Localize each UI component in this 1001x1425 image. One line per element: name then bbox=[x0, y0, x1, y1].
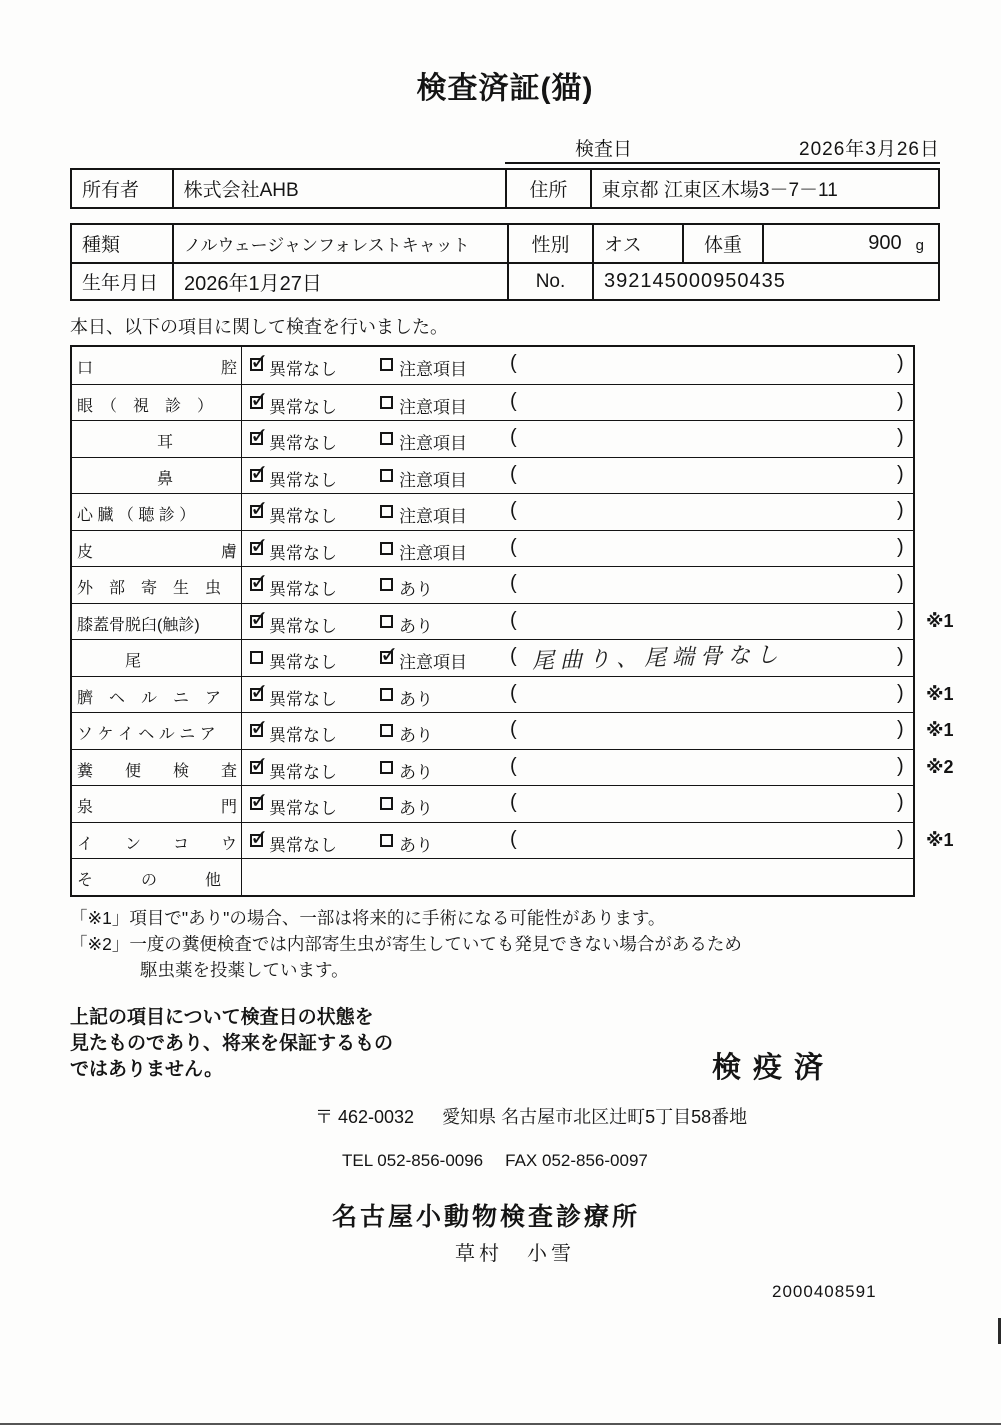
item-name: 心 臓 （ 聴 診 ） bbox=[72, 494, 242, 530]
item-name: そ の 他 bbox=[72, 859, 242, 895]
checkbox-present-label: あり bbox=[399, 835, 433, 855]
owner-label: 所有者 bbox=[82, 180, 140, 201]
checkbox-no-abnormality bbox=[250, 761, 263, 774]
checkbox-no-abnormality-label: 異常なし bbox=[269, 726, 337, 745]
checkbox-attention bbox=[380, 505, 393, 518]
checkbox-present-label: あり bbox=[399, 616, 433, 636]
breed-value: ノルウェージャンフォレストキャット bbox=[172, 225, 507, 262]
paren-close: ) bbox=[897, 608, 904, 631]
paren-open: ( bbox=[510, 572, 517, 594]
item-body bbox=[242, 750, 954, 786]
checkbox-present-label: あり bbox=[399, 799, 433, 818]
paren-open: ( bbox=[510, 426, 517, 448]
inspection-row-fontanelle bbox=[72, 785, 913, 822]
owner-value: 株式会社AHB bbox=[172, 170, 505, 207]
weight-value: 900 bbox=[868, 232, 902, 254]
clinic-address: 愛知県 名古屋市北区辻町5丁目58番地 bbox=[442, 1107, 748, 1128]
checkbox-attention bbox=[380, 651, 393, 664]
clinic-tel: TEL 052-856-0096 bbox=[342, 1151, 484, 1171]
checkbox-attention-label: 注意項目 bbox=[399, 653, 467, 672]
checkbox-present bbox=[380, 761, 393, 774]
clinic-phone-line bbox=[342, 1151, 940, 1171]
disclaimer bbox=[70, 1005, 490, 1083]
item-name: 眼 （ 視 診 ） bbox=[72, 385, 242, 421]
checkbox-attention-label: 注意項目 bbox=[399, 470, 467, 490]
checkbox-no-abnormality bbox=[250, 432, 263, 445]
checkbox-attention bbox=[380, 432, 393, 445]
paren-open: ( bbox=[510, 462, 517, 485]
paren-open: ( bbox=[510, 718, 517, 740]
checkbox-attention-label: 注意項目 bbox=[399, 360, 467, 379]
bottom-section bbox=[70, 1005, 940, 1083]
item-body bbox=[242, 421, 913, 457]
checkbox-no-abnormality-label: 異常なし bbox=[269, 689, 337, 709]
paren-close: ) bbox=[897, 499, 904, 521]
checkbox-no-abnormality bbox=[250, 396, 263, 409]
exam-date-label: 検査日 bbox=[575, 139, 633, 160]
paren-close: ) bbox=[897, 352, 904, 374]
owner-row bbox=[72, 170, 938, 207]
registration-no-label: No. bbox=[507, 264, 592, 299]
address-label: 住所 bbox=[505, 170, 590, 207]
weight-cell bbox=[762, 225, 938, 262]
paren-close: ) bbox=[897, 389, 904, 412]
item-body bbox=[242, 458, 913, 494]
checkbox-present-label: あり bbox=[399, 689, 433, 709]
checkbox-no-abnormality-label: 異常なし bbox=[269, 397, 337, 417]
paren-open: ( bbox=[510, 389, 517, 412]
address-value: 東京都 江東区木場3－7－11 bbox=[590, 170, 938, 207]
weight-unit: g bbox=[915, 237, 924, 254]
inspection-row-patella bbox=[72, 603, 954, 640]
exam-date-row bbox=[505, 134, 940, 164]
inspection-row-other bbox=[72, 858, 913, 895]
item-body bbox=[242, 494, 913, 530]
handwritten-note: 尾曲り、尾端骨なし bbox=[531, 642, 785, 675]
birthdate-value: 2026年1月27日 bbox=[172, 264, 507, 299]
row-note-asterisk1: ※1 bbox=[926, 720, 954, 740]
checkbox-present-label: あり bbox=[399, 726, 433, 745]
checkbox-attention-label: 注意項目 bbox=[399, 507, 467, 526]
footnote-2-continued: 駆虫薬を投薬しています。 bbox=[140, 960, 349, 980]
row-note-asterisk1: ※1 bbox=[926, 683, 954, 704]
postal-code: 〒 462-0032 bbox=[315, 1107, 415, 1128]
item-name: 泉 門 bbox=[72, 786, 242, 822]
checkbox-no-abnormality bbox=[250, 469, 263, 482]
checkbox-no-abnormality-label: 異常なし bbox=[269, 616, 337, 636]
checkbox-no-abnormality bbox=[250, 651, 263, 664]
item-name: 臍 ヘ ル ニ ア bbox=[72, 677, 242, 713]
checkbox-present bbox=[380, 834, 393, 847]
paren-open: ( bbox=[510, 645, 517, 667]
item-body bbox=[242, 567, 913, 603]
paren-open: ( bbox=[510, 352, 517, 374]
owner-table bbox=[70, 168, 940, 209]
item-body bbox=[242, 640, 913, 676]
checkbox-present bbox=[380, 724, 393, 737]
checkbox-no-abnormality bbox=[250, 834, 263, 847]
checkbox-no-abnormality-label: 異常なし bbox=[269, 543, 337, 563]
paren-close: ) bbox=[897, 535, 904, 558]
checkbox-present bbox=[380, 797, 393, 810]
disclaimer-line-3: ではありません。 bbox=[70, 1059, 224, 1081]
disclaimer-line-2: 見たものであり、将来を保証するもの bbox=[70, 1033, 394, 1055]
item-body bbox=[242, 604, 954, 640]
footnote-1: 「※1」項目で"あり"の場合、一部は将来的に手術になる可能性があります。 bbox=[70, 907, 666, 928]
checkbox-present bbox=[380, 615, 393, 628]
inspection-row-nose bbox=[72, 457, 913, 494]
inspection-row-heart bbox=[72, 493, 913, 530]
footnotes bbox=[70, 905, 940, 984]
inspection-row-tail bbox=[72, 639, 913, 676]
checkbox-no-abnormality-label: 異常なし bbox=[269, 580, 337, 599]
clinic-address-line bbox=[315, 1103, 940, 1129]
inspection-row-inguinal-hernia bbox=[72, 712, 954, 749]
checkbox-attention-label: 注意項目 bbox=[399, 397, 467, 417]
pet-table bbox=[70, 223, 940, 301]
item-body-empty bbox=[242, 859, 913, 895]
inspection-row-eyes bbox=[72, 384, 913, 421]
checkbox-no-abnormality-label: 異常なし bbox=[269, 360, 337, 379]
checkbox-attention-label: 注意項目 bbox=[399, 434, 467, 453]
checkbox-no-abnormality-label: 異常なし bbox=[269, 762, 337, 782]
paren-open: ( bbox=[510, 754, 517, 777]
footnote-2: 「※2」一度の糞便検査では内部寄生虫が寄生していても発見できない場合があるため bbox=[70, 933, 742, 954]
checkbox-present bbox=[380, 578, 393, 591]
paren-close: ) bbox=[897, 426, 904, 448]
item-body bbox=[242, 677, 954, 713]
checkbox-attention-label: 注意項目 bbox=[399, 543, 467, 563]
sex-value: オス bbox=[592, 225, 682, 262]
quarantine-stamp: 検疫済 bbox=[712, 1052, 836, 1085]
birthdate-label: 生年月日 bbox=[82, 273, 159, 294]
item-name: 尾 bbox=[72, 640, 242, 676]
row-note-asterisk2: ※2 bbox=[926, 756, 954, 777]
checkbox-no-abnormality bbox=[250, 724, 263, 737]
page-title: 検査済証(猫) bbox=[416, 72, 594, 105]
veterinarian-name: 草村 小雪 bbox=[455, 1243, 575, 1266]
pet-row-1 bbox=[72, 225, 938, 262]
checkbox-present-label: あり bbox=[399, 580, 433, 599]
serial-number: 2000408591 bbox=[772, 1282, 877, 1302]
item-name: 鼻 bbox=[72, 458, 242, 494]
paren-open: ( bbox=[510, 535, 517, 558]
checkbox-present bbox=[380, 688, 393, 701]
checkbox-attention bbox=[380, 469, 393, 482]
item-name: 口 腔 bbox=[72, 347, 242, 384]
item-body bbox=[242, 786, 913, 822]
inspection-row-umbilical-hernia bbox=[72, 676, 954, 713]
paren-close: ) bbox=[897, 572, 904, 594]
item-name: 膝蓋骨脱臼(触診) bbox=[72, 604, 242, 640]
checkbox-no-abnormality bbox=[250, 688, 263, 701]
intro-sentence: 本日、以下の項目に関して検査を行いました。 bbox=[70, 317, 448, 337]
item-body bbox=[242, 347, 913, 384]
checkbox-no-abnormality bbox=[250, 797, 263, 810]
item-name: 外 部 寄 生 虫 bbox=[72, 567, 242, 603]
checkbox-attention bbox=[380, 358, 393, 371]
checkbox-no-abnormality bbox=[250, 542, 263, 555]
inspection-row-oral bbox=[72, 347, 913, 384]
checkbox-attention bbox=[380, 396, 393, 409]
exam-date-value: 2026年3月26日 bbox=[799, 139, 940, 160]
item-name: イ ン コ ウ bbox=[72, 823, 242, 859]
paren-close: ) bbox=[897, 681, 904, 704]
checkbox-no-abnormality-label: 異常なし bbox=[269, 653, 337, 672]
checkbox-no-abnormality bbox=[250, 505, 263, 518]
item-body bbox=[242, 385, 913, 421]
clinic-fax: FAX 052-856-0097 bbox=[505, 1151, 648, 1171]
checkbox-no-abnormality-label: 異常なし bbox=[269, 507, 337, 526]
paren-open: ( bbox=[510, 827, 517, 850]
inspection-row-skin bbox=[72, 530, 913, 567]
checkbox-no-abnormality bbox=[250, 358, 263, 371]
checkbox-no-abnormality-label: 異常なし bbox=[269, 835, 337, 855]
clinic-name: 名古屋小動物検査診療所 bbox=[332, 1203, 641, 1232]
breed-label: 種類 bbox=[82, 235, 121, 256]
paren-open: ( bbox=[510, 791, 517, 813]
sex-label: 性別 bbox=[507, 225, 592, 262]
pet-row-2 bbox=[72, 262, 938, 299]
item-name: 糞 便 検 査 bbox=[72, 750, 242, 786]
inspection-row-fecal-exam bbox=[72, 749, 954, 786]
disclaimer-line-1: 上記の項目について検査日の状態を bbox=[70, 1007, 374, 1029]
paren-close: ) bbox=[897, 754, 904, 777]
inspection-table bbox=[70, 345, 954, 897]
row-note-asterisk1: ※1 bbox=[926, 610, 954, 631]
weight-label: 体重 bbox=[682, 225, 762, 262]
inspection-row-cryptorchidism bbox=[72, 822, 954, 859]
paren-open: ( bbox=[510, 608, 517, 631]
registration-no-value: 392145000950435 bbox=[592, 264, 938, 299]
checkbox-present-label: あり bbox=[399, 762, 433, 782]
item-name: 耳 bbox=[72, 421, 242, 457]
inspection-row-ears bbox=[72, 420, 913, 457]
paren-close: ) bbox=[897, 791, 904, 813]
paren-close: ) bbox=[897, 718, 904, 740]
paren-open: ( bbox=[510, 499, 517, 521]
checkbox-no-abnormality-label: 異常なし bbox=[269, 470, 337, 490]
item-name: ソ ケ イ ヘ ル ニ ア bbox=[72, 713, 242, 749]
item-body bbox=[242, 823, 954, 859]
inspection-row-external-parasites bbox=[72, 566, 913, 603]
paren-close: ) bbox=[897, 827, 904, 850]
row-note-asterisk1: ※1 bbox=[926, 829, 954, 850]
paren-close: ) bbox=[897, 645, 904, 667]
item-name: 皮 膚 bbox=[72, 531, 242, 567]
item-body bbox=[242, 713, 954, 749]
checkbox-no-abnormality bbox=[250, 615, 263, 628]
paren-open: ( bbox=[510, 681, 517, 704]
paren-close: ) bbox=[897, 462, 904, 485]
checkbox-no-abnormality-label: 異常なし bbox=[269, 799, 337, 818]
item-body bbox=[242, 531, 913, 567]
checkbox-attention bbox=[380, 542, 393, 555]
checkbox-no-abnormality-label: 異常なし bbox=[269, 434, 337, 453]
checkbox-no-abnormality bbox=[250, 578, 263, 591]
